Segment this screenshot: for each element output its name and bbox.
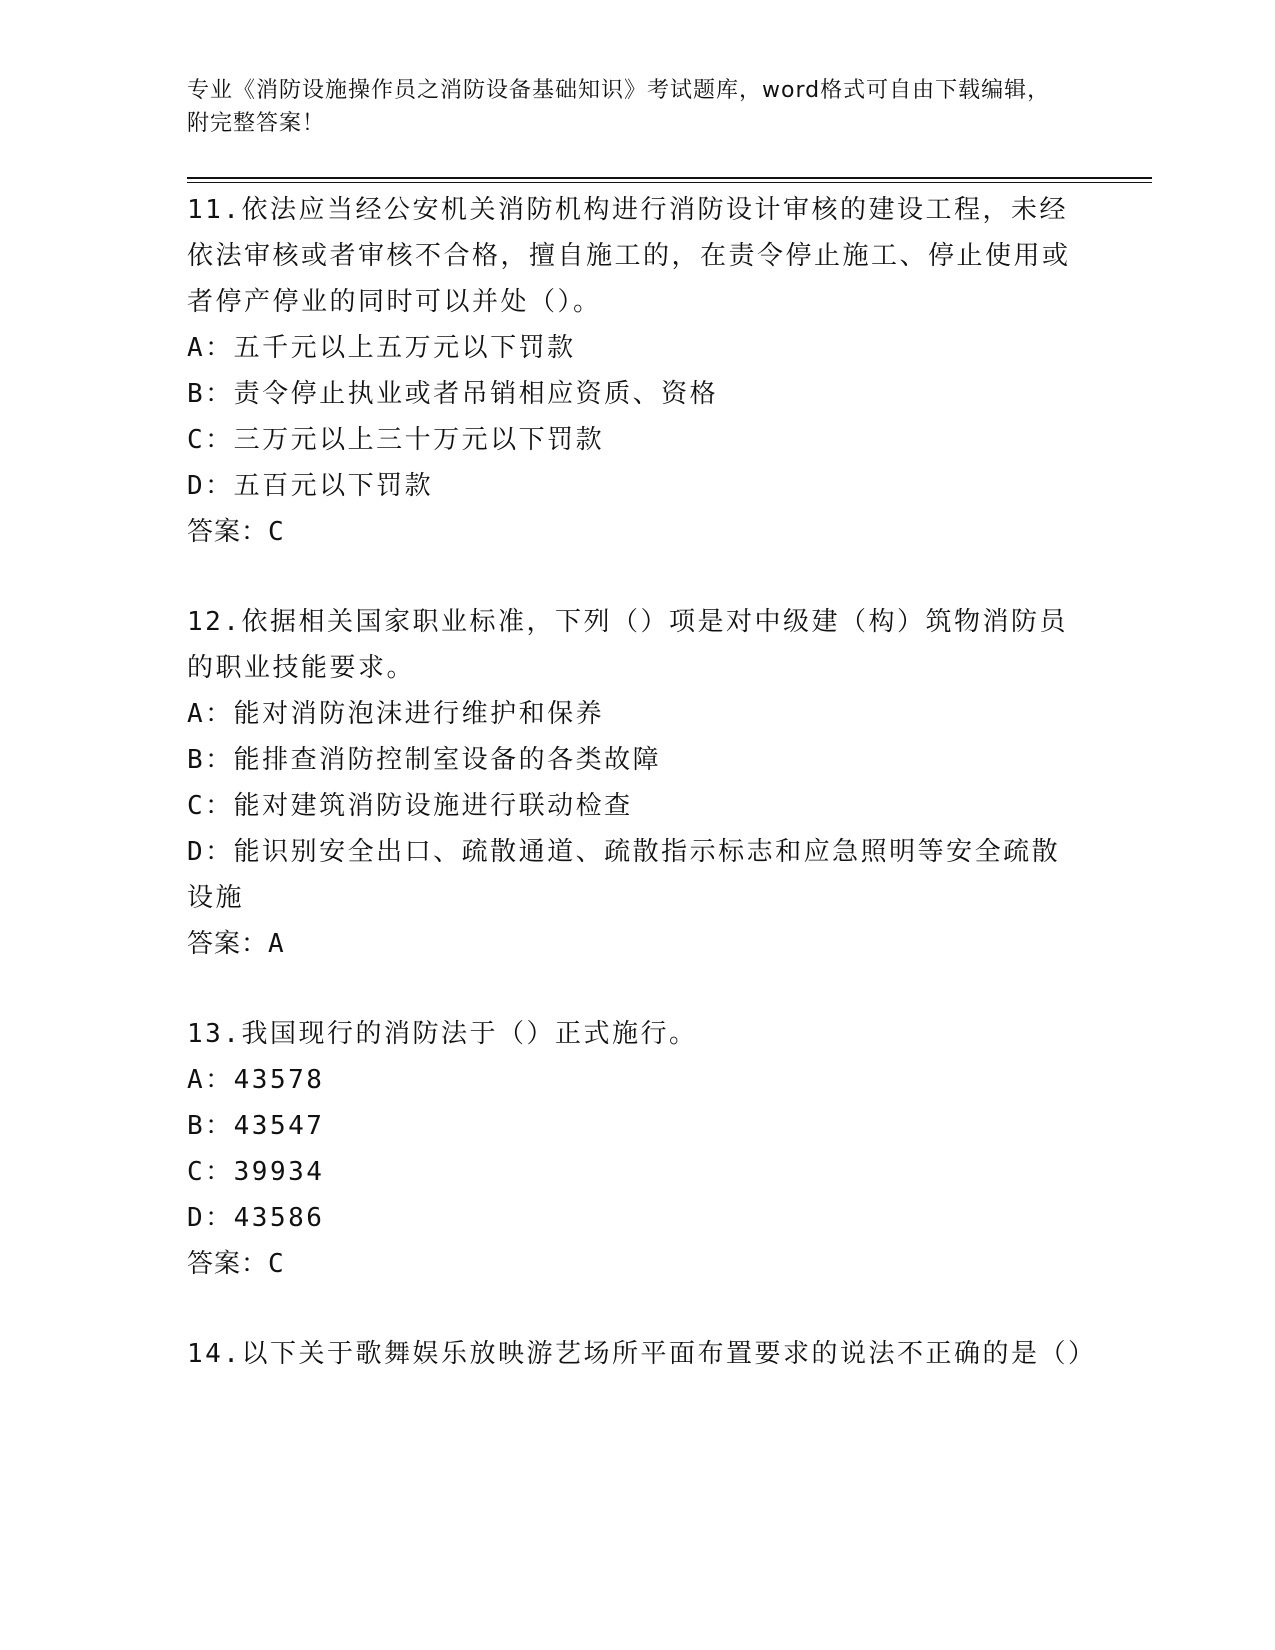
- option-d: D：能识别安全出口、疏散通道、疏散指示标志和应急照明等安全疏散设施: [187, 837, 1061, 913]
- answer-label: 答案：: [187, 517, 269, 547]
- answer-line: [187, 921, 1087, 967]
- question-12: [187, 599, 1087, 967]
- question-stem: 13.我国现行的消防法于（）正式施行。: [187, 1019, 698, 1049]
- option-c: C：能对建筑消防设施进行联动检查: [187, 791, 633, 821]
- option-a: A：能对消防泡沫进行维护和保养: [187, 699, 605, 729]
- option-a: A：五千元以上五万元以下罚款: [187, 333, 576, 363]
- document-header: 专业《消防设施操作员之消防设备基础知识》考试题库，word格式可自由下载编辑，附完整答案！: [187, 78, 1051, 136]
- question-11: [187, 187, 1087, 555]
- answer-label: 答案：: [187, 929, 269, 959]
- answer-line: [187, 1241, 1087, 1287]
- option-c: C：三万元以上三十万元以下罚款: [187, 425, 605, 455]
- answer-value: C: [268, 517, 285, 547]
- option-b: B：责令停止执业或者吊销相应资质、资格: [187, 379, 719, 409]
- option-d: D：五百元以下罚款: [187, 471, 434, 501]
- header-divider-thin: [187, 182, 1152, 183]
- question-list: [187, 187, 1097, 1421]
- question-13: [187, 1011, 1087, 1287]
- question-stem: 14.以下关于歌舞娱乐放映游艺场所平面布置要求的说法不正确的是（）: [187, 1339, 1097, 1369]
- answer-label: 答案：: [187, 1249, 269, 1279]
- option-c: C：39934: [187, 1157, 325, 1187]
- option-b: B：能排查消防控制室设备的各类故障: [187, 745, 662, 775]
- option-a: A：43578: [187, 1065, 325, 1095]
- question-stem: 11.依法应当经公安机关消防机构进行消防设计审核的建设工程，未经依法审核或者审核不合格，擅自施工的，在责令停止施工、停止使用或者停产停业的同时可以并处（）。: [187, 195, 1071, 317]
- header-divider: [187, 177, 1152, 179]
- answer-value: A: [268, 929, 285, 959]
- answer-value: C: [268, 1249, 285, 1279]
- question-stem: 12.依据相关国家职业标准，下列（）项是对中级建（构）筑物消防员的职业技能要求。: [187, 607, 1068, 683]
- option-d: D：43586: [187, 1203, 325, 1233]
- question-14: [187, 1331, 1097, 1377]
- option-b: B：43547: [187, 1111, 325, 1141]
- answer-line: [187, 509, 1087, 555]
